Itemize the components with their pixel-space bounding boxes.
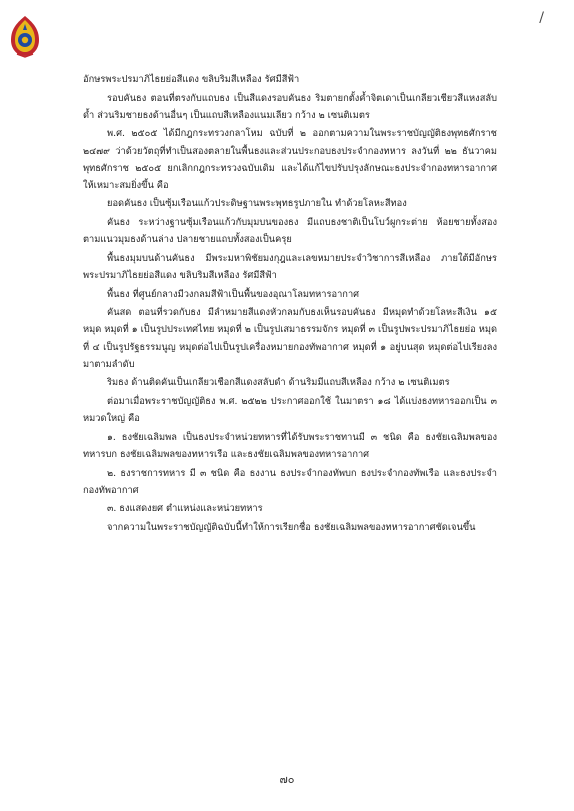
paragraph-3: พ.ศ. ๒๕๐๕ ได้มีกฎกระทรวงกลาโหม ฉบับที่ ๒ ออกตามความในพระราชบัญญัติธงพุทธศักราช ๒๔๗๙ ว่าด้วยวัตถุที่ทำเป็นสองตลายในพื้นธงและส่วนประกอบธงประจำกองทหาร ลงวันที่ ๒๒ ธันวาคม พุทธศักราช ๒๕๐๕ ยกเลิกกฎกระทรวงฉบับเดิม และได้แก้ไขปรับปรุงลักษณะธงประจำกองทหารอากาศให้เหมาะสมยิ่งขึ้น คือ	[83, 128, 497, 191]
list-item-2: ๒. ธงราชการทหาร มี ๓ ชนิด คือ ธงงาน ธงประจำกองทัพบก ธงประจำกองทัพเรือ และธงประจำกองทัพอากาศ	[83, 467, 497, 496]
paragraph-6: พื้นธงมุมบนด้านคันธง มีพระมหาพิชัยมงกุฎและเลขหมายประจำวิชาการสีเหลือง ภายใต้มีอักษรพระปรมาภิไธยย่อสีแดง ขลิบริมสีเหลือง รัศมีสีฟ้า	[83, 252, 497, 281]
corner-mark: /	[539, 10, 544, 26]
paragraph-5: คันธง ระหว่างฐานซุ้มเรือนแก้วกับมุมบนของธง มีแถบธงชาติเป็นโบว์ผูกระต่าย ห้อยชายทั้งสองตามแนวมุมธงด้านล่าง ปลายชายแถบทั้งสองเป็นครุย	[83, 217, 497, 246]
list-item-3: ๓. ธงแสดงยศ ตำแหน่งและหน่วยทหาร	[107, 503, 263, 515]
paragraph-4: ยอดคันธง เป็นซุ้มเรือนแก้วประดิษฐานพระพุทธรูปภายใน ทำด้วยโลหะสีทอง	[107, 198, 407, 210]
paragraph-1: อักษรพระปรมาภิไธยย่อสีแดง ขลิบริมสีเหลือง รัศมีสีฟ้า	[83, 74, 300, 85]
paragraph-8: คันสด ตอนที่รวดกับธง มีลำหมายสีแดงหัวกลมกับธงเห็นรอบคันธง มีหมุดทำด้วยโลหะสีเงิน ๑๕ หมุด หมุดที่ ๑ เป็นรูปประเทศไทย หมุดที่ ๒ เป็นรูปเสมาธรรมจักร หมุดที่ ๓ เป็นรูปพระปรมาภิไธยย่อ หมุดที่ ๔ เป็นรูปรัฐธรรมนูญ หมุดต่อไปเป็นรูปเครื่องหมายกองทัพอากาศ หมุดที่ ๑ อยู่บนสุด หมุดต่อไปเรียงลงมาตามลำดับ	[83, 307, 497, 370]
paragraph-11: จากความในพระราชบัญญัติฉบับนี้ทำให้การเรียกชื่อ ธงชัยเฉลิมพลของทหารอากาศชัดเจนขึ้น	[107, 522, 476, 534]
paragraph-9: ริมธง ด้านติดคันเป็นเกลียวเชือกสีแดงสลับดำ ด้านริมมีแถบสีเหลือง กว้าง ๒ เซนติเมตร	[107, 377, 450, 389]
body-text	[83, 71, 497, 538]
page-number: ๗๐	[279, 773, 295, 786]
paragraph-7: พื้นธง ที่ศูนย์กลางมีวงกลมสีฟ้าเป็นพื้นของอุณาโลมทหารอากาศ	[107, 288, 360, 300]
paragraph-10: ต่อมาเมื่อพระราชบัญญัติธง พ.ศ. ๒๕๒๒ ประกาศออกใช้ ในมาตรา ๑๘ ได้แบ่งธงทหารออกเป็น ๓ หมวดใหญ่ คือ	[83, 396, 497, 425]
royal-air-force-emblem-icon	[8, 14, 42, 58]
list-item-1: ๑. ธงชัยเฉลิมพล เป็นธงประจำหน่วยทหารที่ได้รับพระราชทานมี ๓ ชนิด คือ ธงชัยเฉลิมพลของทหารบก ธงชัยเฉลิมพลของทหารเรือ และธงชัยเฉลิมพลของทหารอากาศ	[83, 431, 497, 460]
paragraph-2: รอบคันธง ตอนที่ตรงกับแถบธง เป็นสีแดงรอบคันธง ริมตายกตั้งค้ำจิตเดาเป็นเกลียวเชียวสีแหงสลับด้ำ ส่วนริมชายธงด้านอื่นๆ เป็นแถบสีเหลืองแนมเลียว กว้าง ๒ เซนติเมตร	[83, 92, 497, 121]
